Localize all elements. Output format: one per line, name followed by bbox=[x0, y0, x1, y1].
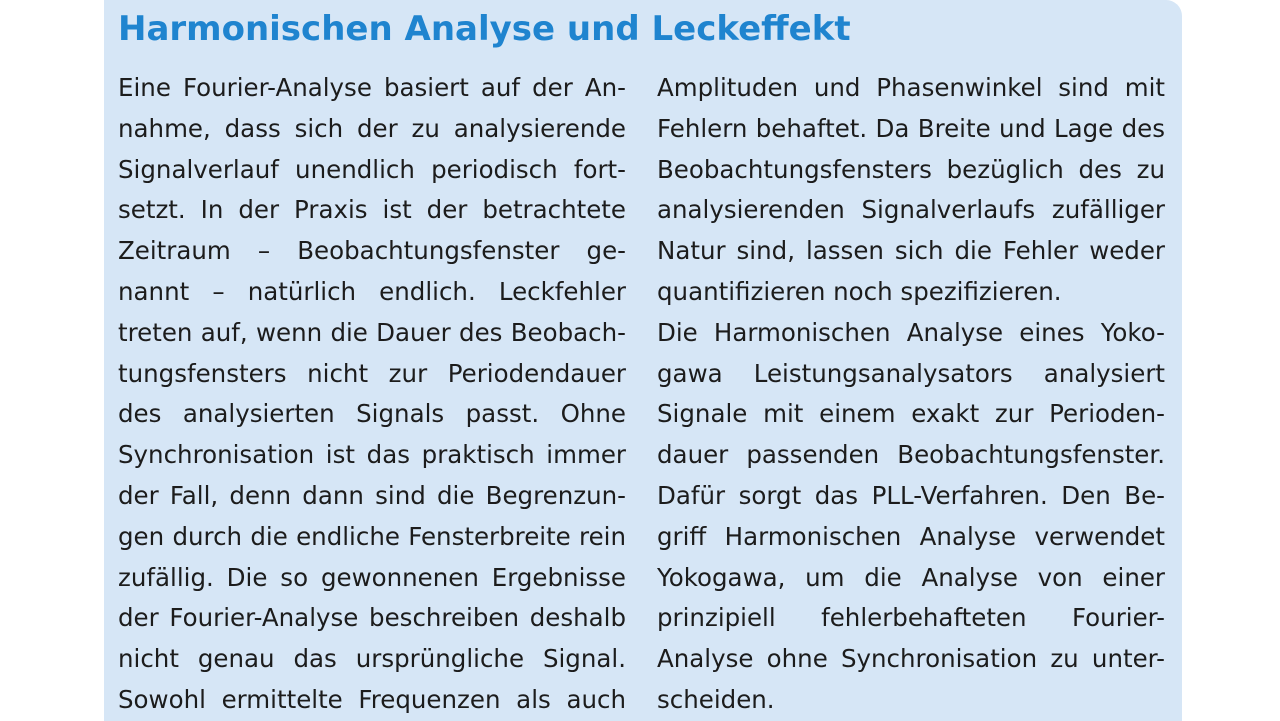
text-line: scheiden. bbox=[657, 684, 775, 714]
text-line: tungsfensters nicht zur Periodendauer bbox=[118, 358, 626, 388]
text-line: Signalverlauf unendlich periodisch fort- bbox=[118, 154, 626, 184]
text-column-right bbox=[657, 68, 1165, 721]
text-line: Signale mit einem exakt zur Perioden- bbox=[657, 399, 1165, 429]
text-line: Sowohl ermittelte Frequenzen als auch bbox=[118, 684, 626, 714]
text-line: Natur sind, lassen sich die Fehler weder bbox=[657, 236, 1165, 266]
text-line: nahme, dass sich der zu analysierende bbox=[118, 113, 626, 143]
text-column-left bbox=[118, 68, 626, 721]
text-line: Amplituden und Phasenwinkel sind mit bbox=[657, 73, 1165, 102]
text-line: analysierenden Signalverlaufs zufälliger bbox=[657, 195, 1165, 225]
text-line: Yokogawa, um die Analyse von einer bbox=[657, 562, 1165, 592]
text-line: Beobachtungsfensters bezüglich des zu bbox=[657, 154, 1165, 184]
text-line: Fehlern behaftet. Da Breite und Lage des bbox=[657, 113, 1165, 143]
text-line: griff Harmonischen Analyse verwendet bbox=[657, 521, 1165, 551]
text-line: gawa Leistungsanalysators analysiert bbox=[657, 358, 1165, 388]
text-line: der Fourier-Analyse beschreiben deshalb bbox=[118, 603, 626, 633]
text-line: dauer passenden Beobachtungsfenster. bbox=[657, 440, 1165, 470]
text-line: Zeitraum – Beobachtungsfenster ge- bbox=[118, 236, 626, 266]
text-line: Analyse ohne Synchronisation zu unter- bbox=[657, 644, 1165, 674]
text-line: setzt. In der Praxis ist der betrachtete bbox=[118, 195, 626, 225]
info-box bbox=[104, 0, 1182, 721]
text-line: Eine Fourier-Analyse basiert auf der An- bbox=[118, 73, 626, 102]
text-line: zufällig. Die so gewonnenen Ergebnisse bbox=[118, 562, 626, 592]
text-line: nicht genau das ursprüngliche Signal. bbox=[118, 644, 626, 674]
text-line: Die Harmonischen Analyse eines Yoko- bbox=[657, 317, 1165, 347]
text-line: nannt – natürlich endlich. Leckfehler bbox=[118, 276, 626, 306]
text-line: des analysierten Signals passt. Ohne bbox=[118, 399, 626, 429]
text-line: quantifizieren noch spezifizieren. bbox=[657, 276, 1062, 306]
text-line: gen durch die endliche Fensterbreite rein bbox=[118, 521, 626, 551]
text-line: Synchronisation ist das praktisch immer bbox=[118, 440, 626, 470]
text-line: Dafür sorgt das PLL-Verfahren. Den Be- bbox=[657, 480, 1165, 510]
box-title: Harmonischen Analyse und Leckeffekt bbox=[118, 9, 851, 49]
text-line: treten auf, wenn die Dauer des Beobach- bbox=[118, 317, 626, 347]
text-line: prinzipiell fehlerbehafteten Fourier- bbox=[657, 603, 1165, 633]
text-line: der Fall, denn dann sind die Begrenzun- bbox=[118, 480, 626, 510]
